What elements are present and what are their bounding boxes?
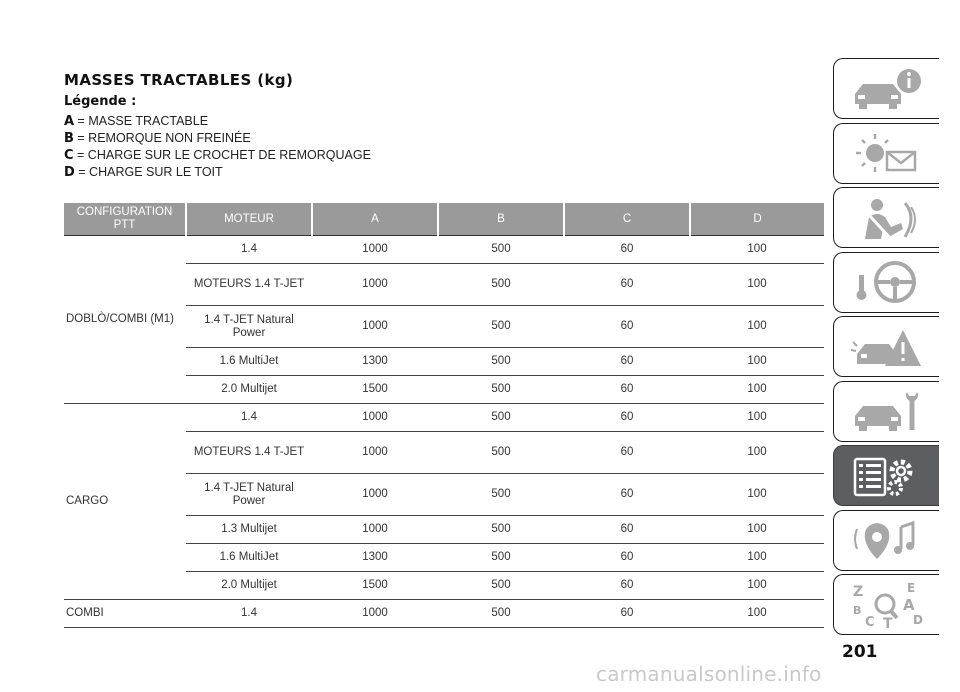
value-a-cell: 1000 bbox=[312, 432, 438, 474]
legend-item-a bbox=[64, 113, 371, 130]
engine-cell: 1.4 T-JET Natural Power bbox=[186, 306, 312, 348]
value-c-cell: 60 bbox=[564, 474, 690, 516]
legend-text: = CHARGE SUR LE CROCHET DE REMORQUAGE bbox=[77, 148, 371, 162]
legend-key: D bbox=[64, 165, 75, 180]
value-b-cell: 500 bbox=[438, 572, 564, 600]
engine-cell: 1.4 bbox=[186, 236, 312, 264]
value-c-cell: 60 bbox=[564, 264, 690, 306]
legend-text: = CHARGE SUR LE TOIT bbox=[78, 165, 223, 179]
engine-cell: 1.4 T-JET Natural Power bbox=[186, 474, 312, 516]
legend-text: = MASSE TRACTABLE bbox=[77, 114, 209, 128]
tab-maintenance[interactable] bbox=[833, 381, 939, 442]
value-c-cell: 60 bbox=[564, 376, 690, 404]
steering-wheel-key-icon bbox=[847, 257, 927, 307]
value-c-cell: 60 bbox=[564, 348, 690, 376]
value-a-cell: 1000 bbox=[312, 516, 438, 544]
value-c-cell: 60 bbox=[564, 404, 690, 432]
value-b-cell: 500 bbox=[438, 376, 564, 404]
version-cell: CARGO bbox=[64, 404, 186, 600]
value-b-cell: 500 bbox=[438, 264, 564, 306]
table-header-row bbox=[64, 203, 824, 236]
index-letter: E bbox=[906, 580, 915, 595]
index-letter: A bbox=[902, 595, 915, 614]
value-c-cell: 60 bbox=[564, 306, 690, 348]
table-row bbox=[64, 600, 824, 628]
warning-lights-icon bbox=[847, 128, 927, 178]
tab-emergency[interactable] bbox=[833, 316, 939, 377]
index-letter: B bbox=[852, 603, 861, 617]
tab-index[interactable] bbox=[833, 574, 939, 635]
header-engine: MOTEUR bbox=[186, 203, 312, 236]
engine-cell: 2.0 Multijet bbox=[186, 376, 312, 404]
technical-data-icon bbox=[847, 451, 927, 501]
chapter-tabs bbox=[833, 58, 939, 639]
value-a-cell: 1000 bbox=[312, 236, 438, 264]
value-d-cell: 100 bbox=[690, 236, 824, 264]
value-d-cell: 100 bbox=[690, 348, 824, 376]
header-d: D bbox=[690, 203, 824, 236]
header-a: A bbox=[312, 203, 438, 236]
engine-cell: 1.3 Multijet bbox=[186, 516, 312, 544]
tab-warning-lights[interactable] bbox=[833, 123, 939, 184]
value-c-cell: 60 bbox=[564, 600, 690, 628]
value-d-cell: 100 bbox=[690, 474, 824, 516]
engine-cell: 1.4 bbox=[186, 404, 312, 432]
value-d-cell: 100 bbox=[690, 572, 824, 600]
value-a-cell: 1000 bbox=[312, 404, 438, 432]
legend bbox=[64, 113, 371, 181]
engine-cell: MOTEURS 1.4 T-JET bbox=[186, 264, 312, 306]
value-b-cell: 500 bbox=[438, 404, 564, 432]
multimedia-icon bbox=[847, 515, 927, 565]
value-a-cell: 1000 bbox=[312, 474, 438, 516]
legend-text: = REMORQUE NON FREINÉE bbox=[77, 131, 251, 145]
value-d-cell: 100 bbox=[690, 600, 824, 628]
car-info-icon bbox=[847, 64, 927, 114]
value-d-cell: 100 bbox=[690, 404, 824, 432]
safety-airbag-icon bbox=[847, 193, 927, 243]
towing-mass-table bbox=[64, 203, 824, 628]
index-letter: C bbox=[864, 614, 875, 630]
legend-item-d bbox=[64, 164, 371, 181]
value-a-cell: 1000 bbox=[312, 264, 438, 306]
car-maintenance-icon bbox=[847, 386, 927, 436]
index-letter: Z bbox=[852, 583, 863, 600]
engine-cell: 1.6 MultiJet bbox=[186, 544, 312, 572]
legend-key: B bbox=[64, 131, 74, 146]
tab-multimedia[interactable] bbox=[833, 510, 939, 571]
legend-item-b bbox=[64, 130, 371, 147]
index-letter: T bbox=[882, 615, 893, 630]
tab-technical-data[interactable] bbox=[833, 445, 939, 506]
value-b-cell: 500 bbox=[438, 348, 564, 376]
value-b-cell: 500 bbox=[438, 600, 564, 628]
alphabetical-index-icon bbox=[847, 580, 927, 630]
value-d-cell: 100 bbox=[690, 306, 824, 348]
index-letter: D bbox=[912, 612, 923, 627]
legend-key: C bbox=[64, 148, 74, 163]
value-d-cell: 100 bbox=[690, 376, 824, 404]
watermark-text: carmanualsonline.info bbox=[596, 662, 822, 686]
value-a-cell: 1300 bbox=[312, 544, 438, 572]
header-b: B bbox=[438, 203, 564, 236]
engine-cell: 1.6 MultiJet bbox=[186, 348, 312, 376]
value-b-cell: 500 bbox=[438, 306, 564, 348]
engine-cell: MOTEURS 1.4 T-JET bbox=[186, 432, 312, 474]
value-b-cell: 500 bbox=[438, 236, 564, 264]
legend-item-c bbox=[64, 147, 371, 164]
value-c-cell: 60 bbox=[564, 572, 690, 600]
value-c-cell: 60 bbox=[564, 516, 690, 544]
value-d-cell: 100 bbox=[690, 432, 824, 474]
value-c-cell: 60 bbox=[564, 236, 690, 264]
value-c-cell: 60 bbox=[564, 432, 690, 474]
value-b-cell: 500 bbox=[438, 474, 564, 516]
value-a-cell: 1300 bbox=[312, 348, 438, 376]
value-a-cell: 1000 bbox=[312, 600, 438, 628]
value-d-cell: 100 bbox=[690, 544, 824, 572]
tab-safety[interactable] bbox=[833, 187, 939, 248]
emergency-icon bbox=[847, 322, 927, 372]
version-cell: DOBLÒ/COMBI (M1) bbox=[64, 236, 186, 404]
header-configuration: CONFIGURATION PTT bbox=[64, 203, 186, 236]
value-a-cell: 1500 bbox=[312, 572, 438, 600]
table-row bbox=[64, 404, 824, 432]
tab-car-info[interactable] bbox=[833, 58, 939, 119]
legend-key: A bbox=[64, 114, 75, 129]
value-a-cell: 1000 bbox=[312, 306, 438, 348]
value-b-cell: 500 bbox=[438, 432, 564, 474]
tab-steering[interactable] bbox=[833, 252, 939, 313]
value-b-cell: 500 bbox=[438, 516, 564, 544]
value-d-cell: 100 bbox=[690, 516, 824, 544]
table-row bbox=[64, 236, 824, 264]
value-b-cell: 500 bbox=[438, 544, 564, 572]
value-c-cell: 60 bbox=[564, 544, 690, 572]
header-c: C bbox=[564, 203, 690, 236]
value-a-cell: 1500 bbox=[312, 376, 438, 404]
version-cell: COMBI bbox=[64, 600, 186, 628]
legend-heading: Légende : bbox=[64, 94, 137, 109]
page-title: MASSES TRACTABLES (kg) bbox=[64, 71, 294, 89]
page-number: 201 bbox=[842, 642, 878, 662]
value-d-cell: 100 bbox=[690, 264, 824, 306]
engine-cell: 1.4 bbox=[186, 600, 312, 628]
engine-cell: 2.0 Multijet bbox=[186, 572, 312, 600]
